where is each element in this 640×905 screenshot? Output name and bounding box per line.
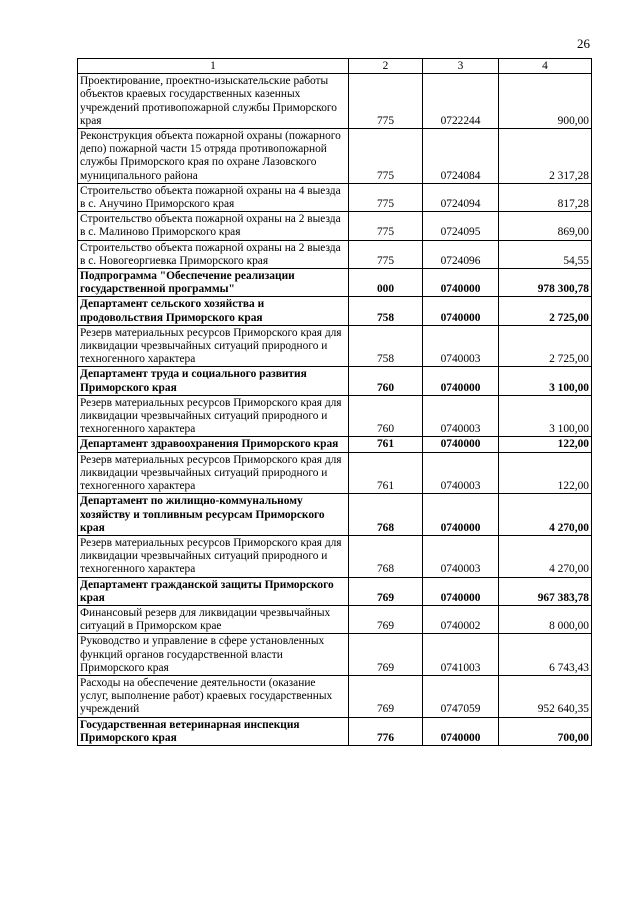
table-row-subtotal [78,717,592,745]
header-col-4: 4 [499,59,592,74]
header-col-2: 2 [349,59,423,74]
table-row [78,212,592,240]
row-amount: 6 743,43 [499,634,592,676]
row-amount: 2 725,00 [499,297,592,325]
row-amount: 122,00 [499,437,592,452]
table-row [78,240,592,268]
row-amount: 900,00 [499,74,592,129]
row-amount: 54,55 [499,240,592,268]
row-name: Департамент по жилищно-коммунальному хозяйству и топливным ресурсам Приморского края [78,494,349,536]
row-csr-code: 0740000 [423,577,499,605]
budget-table [77,58,592,746]
row-name: Руководство и управление в сфере установленных функций органов государственной власти Приморского края [78,634,349,676]
row-ministry-code: 775 [349,240,423,268]
table-row [78,129,592,184]
row-ministry-code: 768 [349,535,423,577]
row-ministry-code: 760 [349,367,423,395]
table-row [78,395,592,437]
table-row [78,74,592,129]
row-amount: 2 317,28 [499,129,592,184]
row-amount: 817,28 [499,183,592,211]
row-ministry-code: 775 [349,74,423,129]
table-row [78,634,592,676]
table-row-subtotal [78,269,592,297]
row-amount: 3 100,00 [499,367,592,395]
row-csr-code: 0724096 [423,240,499,268]
row-amount: 3 100,00 [499,395,592,437]
table-row-subtotal [78,494,592,536]
row-ministry-code: 775 [349,183,423,211]
row-ministry-code: 776 [349,717,423,745]
row-ministry-code: 000 [349,269,423,297]
row-amount: 869,00 [499,212,592,240]
row-name: Департамент здравоохранения Приморского края [78,437,349,452]
row-csr-code: 0740000 [423,297,499,325]
row-name: Резерв материальных ресурсов Приморского края для ликвидации чрезвычайных ситуаций природного и техногенного характера [78,325,349,367]
row-name: Государственная ветеринарная инспекция Приморского края [78,717,349,745]
row-csr-code: 0747059 [423,675,499,717]
table-header-row [78,59,592,74]
row-name: Департамент труда и социального развития Приморского края [78,367,349,395]
table-row [78,535,592,577]
row-ministry-code: 761 [349,452,423,494]
row-amount: 952 640,35 [499,675,592,717]
table-row-subtotal [78,367,592,395]
row-amount: 8 000,00 [499,605,592,633]
row-name: Реконструкция объекта пожарной охраны (пожарного депо) пожарной части 15 отряда противопожарной службы Приморского края по охране Лазовского муниципального района [78,129,349,184]
row-csr-code: 0740000 [423,367,499,395]
row-csr-code: 0740000 [423,717,499,745]
page-number: 26 [577,36,590,51]
table-row-subtotal [78,297,592,325]
row-csr-code: 0724084 [423,129,499,184]
row-amount: 2 725,00 [499,325,592,367]
row-csr-code: 0740003 [423,452,499,494]
row-name: Подпрограмма "Обеспечение реализации государственной программы" [78,269,349,297]
row-name: Расходы на обеспечение деятельности (оказание услуг, выполнение работ) краевых государственных учреждений [78,675,349,717]
row-csr-code: 0740002 [423,605,499,633]
row-amount: 967 383,78 [499,577,592,605]
row-ministry-code: 769 [349,605,423,633]
row-name: Проектирование, проектно-изыскательские работы объектов краевых государственных казенных учреждений противопожарной службы Приморского края [78,74,349,129]
row-ministry-code: 769 [349,675,423,717]
row-name: Резерв материальных ресурсов Приморского края для ликвидации чрезвычайных ситуаций природного и техногенного характера [78,395,349,437]
row-ministry-code: 761 [349,437,423,452]
table-row [78,452,592,494]
table-row-subtotal [78,577,592,605]
row-amount: 978 300,78 [499,269,592,297]
row-name: Строительство объекта пожарной охраны на 2 выезда в с. Новогеоргиевка Приморского края [78,240,349,268]
row-name: Финансовый резерв для ликвидации чрезвычайных ситуаций в Приморском крае [78,605,349,633]
row-csr-code: 0722244 [423,74,499,129]
row-ministry-code: 758 [349,297,423,325]
row-csr-code: 0740000 [423,437,499,452]
header-col-1: 1 [78,59,349,74]
row-name: Резерв материальных ресурсов Приморского края для ликвидации чрезвычайных ситуаций природного и техногенного характера [78,535,349,577]
table-row [78,605,592,633]
row-name: Строительство объекта пожарной охраны на 2 выезда в с. Малиново Приморского края [78,212,349,240]
row-csr-code: 0740003 [423,325,499,367]
row-csr-code: 0740000 [423,269,499,297]
table-row [78,325,592,367]
table-row-subtotal [78,437,592,452]
row-csr-code: 0740000 [423,494,499,536]
row-name: Департамент сельского хозяйства и продовольствия Приморского края [78,297,349,325]
row-ministry-code: 760 [349,395,423,437]
row-name: Резерв материальных ресурсов Приморского края для ликвидации чрезвычайных ситуаций природного и техногенного характера [78,452,349,494]
row-amount: 700,00 [499,717,592,745]
row-name: Строительство объекта пожарной охраны на 4 выезда в с. Анучино Приморского края [78,183,349,211]
row-amount: 122,00 [499,452,592,494]
table-row [78,183,592,211]
table-row [78,675,592,717]
row-amount: 4 270,00 [499,535,592,577]
row-ministry-code: 775 [349,129,423,184]
row-name: Департамент гражданской защиты Приморского края [78,577,349,605]
row-csr-code: 0724095 [423,212,499,240]
row-csr-code: 0724094 [423,183,499,211]
row-ministry-code: 758 [349,325,423,367]
row-ministry-code: 768 [349,494,423,536]
row-ministry-code: 769 [349,577,423,605]
row-ministry-code: 769 [349,634,423,676]
row-csr-code: 0740003 [423,395,499,437]
row-ministry-code: 775 [349,212,423,240]
header-col-3: 3 [423,59,499,74]
row-csr-code: 0741003 [423,634,499,676]
row-amount: 4 270,00 [499,494,592,536]
row-csr-code: 0740003 [423,535,499,577]
